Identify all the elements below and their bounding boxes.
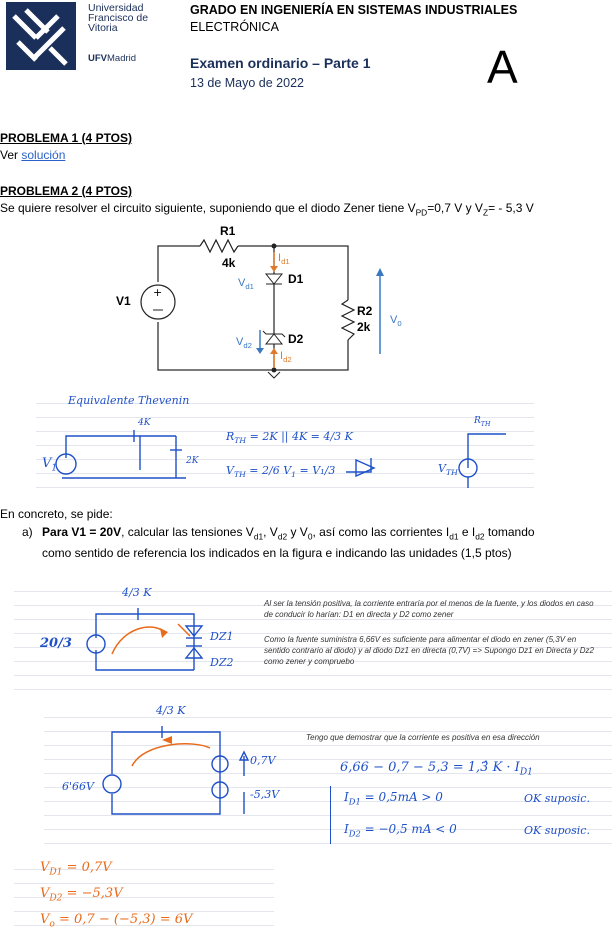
- r1-label: R1: [220, 224, 236, 238]
- verification-eq: [340, 760, 533, 778]
- circuit-r2-label: R2: [357, 304, 373, 318]
- item-letter: a): [22, 525, 33, 539]
- rv0-rhs: = 0,7 − (−5,3) = 6V: [54, 912, 193, 927]
- see-prefix: Ver: [0, 148, 22, 162]
- verification-source: 6'66V: [62, 780, 94, 793]
- problem1-heading: PROBLEMA 1 (4 PTOS): [0, 131, 133, 145]
- thevenin-rth-eq: [226, 430, 353, 445]
- problem1-see: [0, 148, 65, 162]
- circuit-id1-label: [278, 252, 290, 266]
- id1-rhs: = 0,5mA > 0: [360, 790, 443, 804]
- ufv-madrid-label: [88, 53, 136, 64]
- id2-sub3: D2: [348, 828, 361, 839]
- ufv-bold: UFV: [88, 53, 107, 64]
- sub-z: Z: [482, 207, 489, 218]
- v0-sub: 0: [397, 319, 402, 329]
- univ-line2: Francisco de: [88, 12, 149, 24]
- eq-sub: D1: [519, 767, 533, 778]
- analysis-source: 20/3: [40, 636, 72, 651]
- rth-label-sub: TH: [480, 420, 491, 428]
- item-t1: , calcular las tensiones V: [121, 525, 254, 539]
- sub-id1: d1: [449, 531, 459, 542]
- stmt-c: = - 5,3 V: [488, 201, 534, 215]
- verification-v07: 0,7V: [250, 754, 276, 767]
- university-name: [88, 3, 148, 33]
- svg-text:+: +: [153, 286, 163, 299]
- rvd1: V: [40, 860, 50, 875]
- rvd1-sub: D1: [49, 867, 63, 878]
- circuit-r2-value: 2k: [357, 320, 371, 334]
- problem2-heading: PROBLEMA 2 (4 PTOS): [0, 184, 133, 198]
- id1: I: [278, 252, 282, 264]
- analysis-text2: Como la fuente suministra 6,66V es suficiente para alimentar el diodo en zener (5,3V en sentido contrario al diodo) y al diodo Dz1 en directa (0,7V) => Supongo Dz1 en Directa y Dz2 como zener y compruebo: [264, 635, 594, 666]
- verification-ok2: OK suposic.: [524, 824, 590, 837]
- circuit-r1-value: 4k: [222, 256, 236, 270]
- vth-label: V: [438, 462, 446, 475]
- vth-rhs2: = V₁/3: [296, 464, 336, 477]
- rth-label: R: [474, 416, 481, 426]
- analysis-r: 4/3 K: [122, 586, 152, 599]
- university-logo: [6, 2, 76, 70]
- sub-v0: 0: [307, 531, 313, 542]
- id1-sub3: D1: [348, 796, 361, 807]
- rv0-sub: o: [49, 919, 55, 930]
- analysis-dz1: DZ1: [210, 630, 234, 643]
- exam-title: Examen ordinario – Parte 1: [190, 55, 371, 71]
- verification-r: 4/3 K: [156, 704, 186, 717]
- rvd1-rhs: = 0,7V: [62, 860, 112, 875]
- circuit-v1-label: V1: [116, 294, 131, 308]
- sub-id2: d2: [475, 531, 485, 542]
- ufv-madrid: Madrid: [107, 53, 137, 64]
- problem2-statement: [0, 201, 534, 217]
- vth-label-sub: TH: [445, 468, 458, 478]
- ask-intro: En concreto, se pide:: [0, 507, 113, 521]
- solution-link[interactable]: solución: [21, 148, 66, 162]
- eq-main: 6,66 − 0,7 − 5,3 = 1,3̂ K · I: [340, 760, 520, 775]
- verification-id1: [344, 790, 443, 806]
- verification-brace: [330, 786, 339, 844]
- item-line2: como sentido de referencia los indicados en la figura e indicando las unidades (1,5 ptos): [42, 546, 512, 561]
- rvd2: V: [40, 886, 50, 901]
- question-a: [22, 524, 612, 562]
- v1-sub: 1: [51, 463, 58, 474]
- result-vd2: [40, 886, 123, 904]
- thevenin-rth-label: [474, 416, 490, 428]
- rv0: V: [40, 912, 50, 927]
- univ-line1: Universidad: [88, 2, 144, 14]
- item-t3: y V: [287, 525, 308, 539]
- thevenin-title: Equivalente Thevenin: [68, 394, 190, 407]
- circuit-d2-label: D2: [288, 332, 304, 346]
- item-t5: e I: [458, 525, 476, 539]
- vd1-sub: d1: [245, 282, 254, 292]
- stmt-b: =0,7 V y V: [427, 201, 483, 215]
- stmt-a: Se quiere resolver el circuito siguiente, suponiendo que el diodo Zener tiene V: [0, 201, 416, 215]
- thevenin-sketch: [36, 406, 534, 498]
- result-v0: [40, 912, 192, 930]
- vth-rhs-sub: 1: [291, 470, 297, 480]
- item-bold: Para V1 = 20V: [42, 525, 122, 539]
- circuit-schematic: [100, 222, 420, 382]
- rth-rhs: = 2K || 4K = 4/3 K: [246, 430, 353, 443]
- thevenin-r2k: 2K: [186, 456, 199, 466]
- sub-pd: PD: [415, 207, 428, 218]
- thevenin-r4k: 4K: [138, 418, 151, 428]
- ground-icon: [268, 372, 280, 378]
- vth: V: [226, 464, 234, 477]
- circuit-vd2-label: [236, 336, 252, 350]
- verification-v53: -5,3V: [250, 788, 280, 801]
- id1-letter: I: [344, 790, 349, 804]
- circuit-vd1-label: [238, 277, 254, 291]
- verification-id2: [344, 822, 457, 838]
- verification-notes: [44, 704, 612, 854]
- item-t6: tomando: [484, 525, 535, 539]
- circuit-v0-label: [390, 314, 402, 328]
- verification-text: Tengo que demostrar que la corriente es positiva en esa dirección: [306, 733, 540, 742]
- analysis-notes: [14, 578, 612, 696]
- vth-sub: TH: [233, 470, 246, 480]
- v1-letter: V: [42, 456, 52, 471]
- rvd2-sub: D2: [49, 893, 63, 904]
- id1-sub: d1: [281, 257, 290, 267]
- univ-line3: Vitoria: [88, 22, 118, 34]
- item-t4: , así como las corrientes I: [312, 525, 450, 539]
- exam-date: 13 de Mayo de 2022: [190, 76, 304, 90]
- thevenin-vth-label: [438, 462, 458, 477]
- circuit-d1-label: D1: [288, 272, 304, 286]
- results-block: [14, 856, 274, 934]
- thevenin-v1: [42, 456, 57, 474]
- id2-sub: d2: [283, 355, 292, 365]
- thevenin-vth-eq: [226, 464, 335, 479]
- result-vd1: [40, 860, 112, 878]
- v0: V: [390, 314, 398, 326]
- verification-ok1: OK suposic.: [524, 792, 590, 805]
- vd1: V: [238, 277, 246, 289]
- exam-version: A: [487, 41, 518, 93]
- rvd2-rhs: = −5,3V: [62, 886, 123, 901]
- analysis-text1: Al ser la tensión positiva, la corriente entraría por el menos de la fuente, y los diodos en caso de conducir lo harían: D1 en directa y D2 como zener: [264, 599, 594, 619]
- vd2-sub: d2: [243, 341, 252, 351]
- verification-sketch: [44, 704, 294, 854]
- sub-vd1: d1: [253, 531, 264, 542]
- vd2: V: [236, 336, 244, 348]
- item-t2: , V: [263, 525, 278, 539]
- id2: I: [280, 350, 284, 362]
- course-name: ELECTRÓNICA: [190, 20, 279, 34]
- id2-rhs: = −0,5 mA < 0: [360, 822, 457, 836]
- thevenin-notes: [36, 390, 534, 498]
- analysis-dz2: DZ2: [210, 656, 234, 669]
- circuit-r1-label: [220, 224, 235, 238]
- circuit-id2-label: [280, 350, 292, 364]
- logo-emblem-icon: [6, 2, 76, 70]
- d1-diode-icon: [266, 274, 282, 284]
- rth: R: [226, 430, 235, 443]
- sub-vd2: d2: [277, 531, 288, 542]
- rth-sub: TH: [234, 436, 247, 446]
- degree-title: GRADO EN INGENIERÍA EN SISTEMAS INDUSTRIALES: [190, 3, 518, 17]
- vth-rhs: = 2/6 V: [245, 464, 292, 477]
- id2-letter: I: [344, 822, 349, 836]
